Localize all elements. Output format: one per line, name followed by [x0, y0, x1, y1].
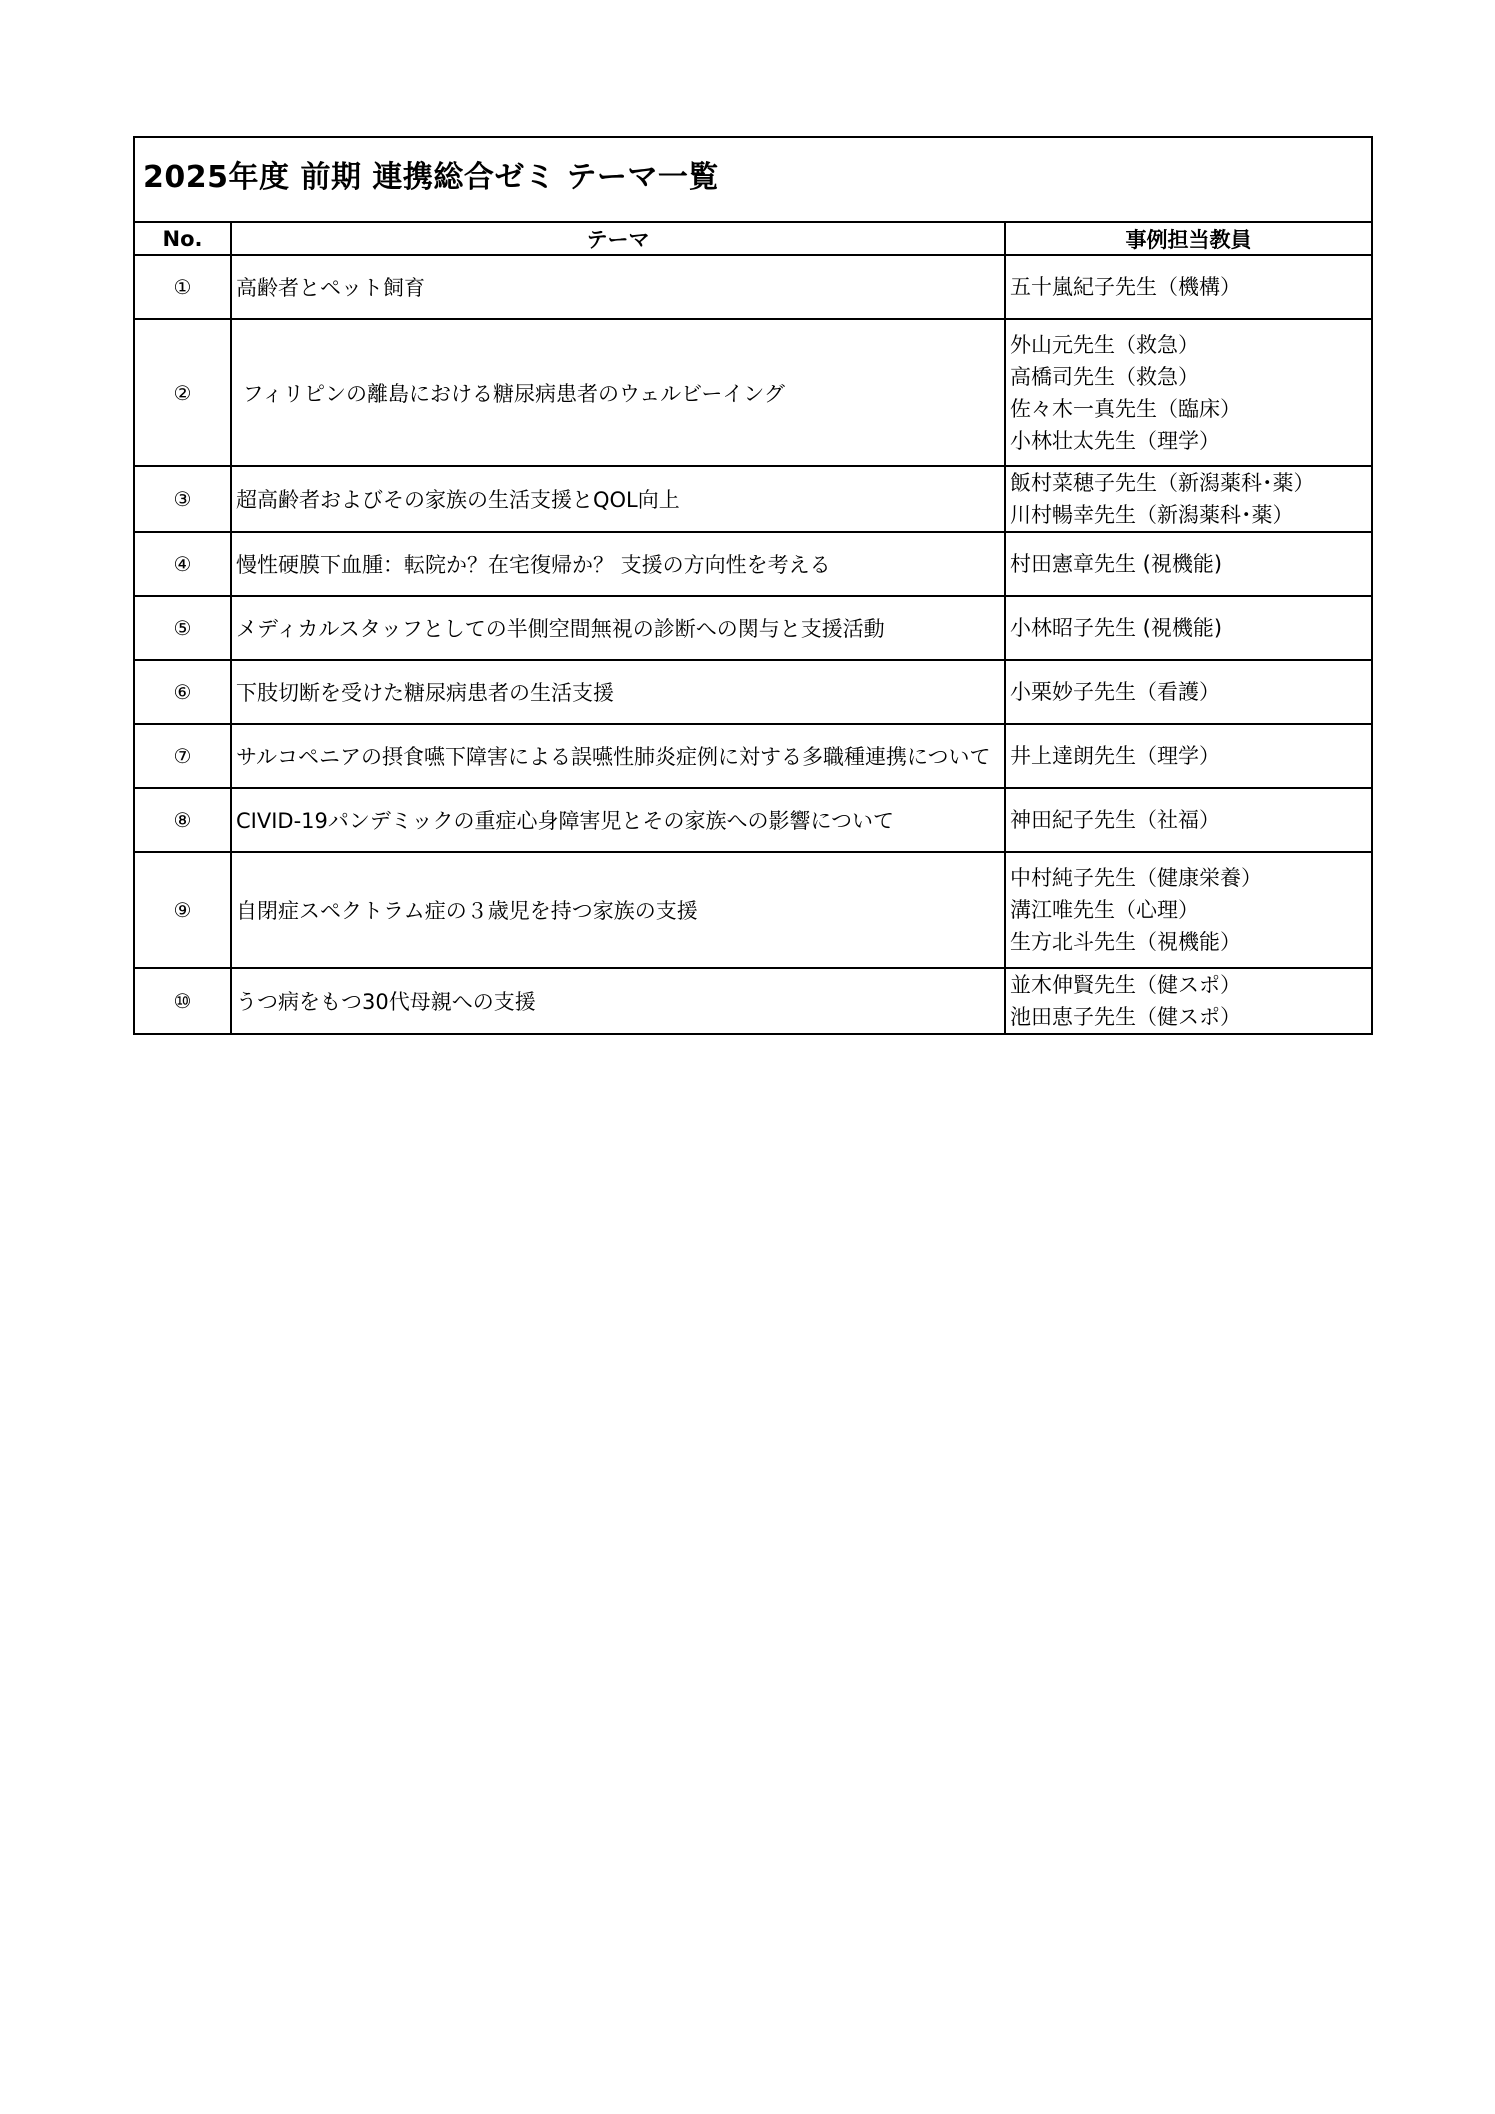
- row-number: ①: [135, 255, 231, 319]
- row-teachers: [1005, 466, 1371, 532]
- teacher-name: 川村暢幸先生（新潟薬科･薬）: [1010, 503, 1294, 527]
- table-row: [135, 788, 1371, 852]
- teacher-name: 飯村菜穂子先生（新潟薬科･薬）: [1010, 471, 1315, 495]
- table-row: [135, 596, 1371, 660]
- table-row: [135, 852, 1371, 968]
- row-number: ④: [135, 532, 231, 596]
- row-teachers: [1005, 255, 1371, 319]
- theme-list-sheet: [133, 136, 1373, 1035]
- table-row: [135, 255, 1371, 319]
- teacher-name: 井上達朗先生（理学）: [1010, 744, 1220, 768]
- row-number: ⑩: [135, 968, 231, 1033]
- teacher-name: 小栗妙子先生（看護）: [1010, 680, 1220, 704]
- teacher-name: 外山元先生（救急）: [1010, 332, 1199, 357]
- row-theme: 超高齢者およびその家族の生活支援とQOL向上: [231, 466, 1005, 532]
- teacher-name: 神田紀子先生（社福）: [1010, 808, 1220, 832]
- table-row: [135, 532, 1371, 596]
- header-teacher: 事例担当教員: [1005, 223, 1371, 255]
- teacher-name: 佐々木一真先生（臨床）: [1010, 396, 1241, 421]
- row-theme: うつ病をもつ30代母親への支援: [231, 968, 1005, 1033]
- teacher-name: 小林壮太先生（理学）: [1010, 428, 1220, 453]
- row-theme: 下肢切断を受けた糖尿病患者の生活支援: [231, 660, 1005, 724]
- table-row: [135, 724, 1371, 788]
- table-row: [135, 319, 1371, 466]
- teacher-name: 生方北斗先生（視機能）: [1010, 930, 1241, 954]
- teacher-name: 五十嵐紀子先生（機構）: [1010, 275, 1241, 299]
- row-number: ⑧: [135, 788, 231, 852]
- teacher-name: 並木伸賢先生（健スポ）: [1010, 973, 1241, 997]
- row-teachers: [1005, 852, 1371, 968]
- page-title: 2025年度 前期 連携総合ゼミ テーマ一覧: [135, 138, 1371, 223]
- row-number: ⑨: [135, 852, 231, 968]
- row-theme: 自閉症スペクトラム症の３歳児を持つ家族の支援: [231, 852, 1005, 968]
- row-theme: サルコペニアの摂食嚥下障害による誤嚥性肺炎症例に対する多職種連携について: [231, 724, 1005, 788]
- teacher-name: 小林昭子先生 (視機能): [1010, 616, 1223, 640]
- teacher-name: 中村純子先生（健康栄養）: [1010, 866, 1262, 890]
- teacher-name: 村田憲章先生 (視機能): [1010, 552, 1223, 576]
- row-teachers: [1005, 532, 1371, 596]
- row-theme: 慢性硬膜下血腫：転院か？在宅復帰か？ 支援の方向性を考える: [231, 532, 1005, 596]
- row-teachers: [1005, 319, 1371, 466]
- row-number: ⑤: [135, 596, 231, 660]
- row-teachers: [1005, 788, 1371, 852]
- row-number: ③: [135, 466, 231, 532]
- row-number: ⑦: [135, 724, 231, 788]
- row-teachers: [1005, 968, 1371, 1033]
- row-teachers: [1005, 660, 1371, 724]
- header-no: No.: [135, 223, 231, 255]
- row-teachers: [1005, 596, 1371, 660]
- table-row: [135, 968, 1371, 1033]
- header-theme: テーマ: [231, 223, 1005, 255]
- row-number: ②: [135, 319, 231, 466]
- row-theme: CIVID-19パンデミックの重症心身障害児とその家族への影響について: [231, 788, 1005, 852]
- row-theme: フィリピンの離島における糖尿病患者のウェルビーイング: [231, 319, 1005, 466]
- row-theme: 高齢者とペット飼育: [231, 255, 1005, 319]
- theme-table: [135, 223, 1371, 1033]
- table-row: [135, 660, 1371, 724]
- row-teachers: [1005, 724, 1371, 788]
- teacher-name: 池田恵子先生（健スポ）: [1010, 1005, 1241, 1029]
- header-row: [135, 223, 1371, 255]
- teacher-name: 高橋司先生（救急）: [1010, 364, 1199, 389]
- teacher-name: 溝江唯先生（心理）: [1010, 898, 1199, 922]
- row-number: ⑥: [135, 660, 231, 724]
- row-theme: メディカルスタッフとしての半側空間無視の診断への関与と支援活動: [231, 596, 1005, 660]
- table-row: [135, 466, 1371, 532]
